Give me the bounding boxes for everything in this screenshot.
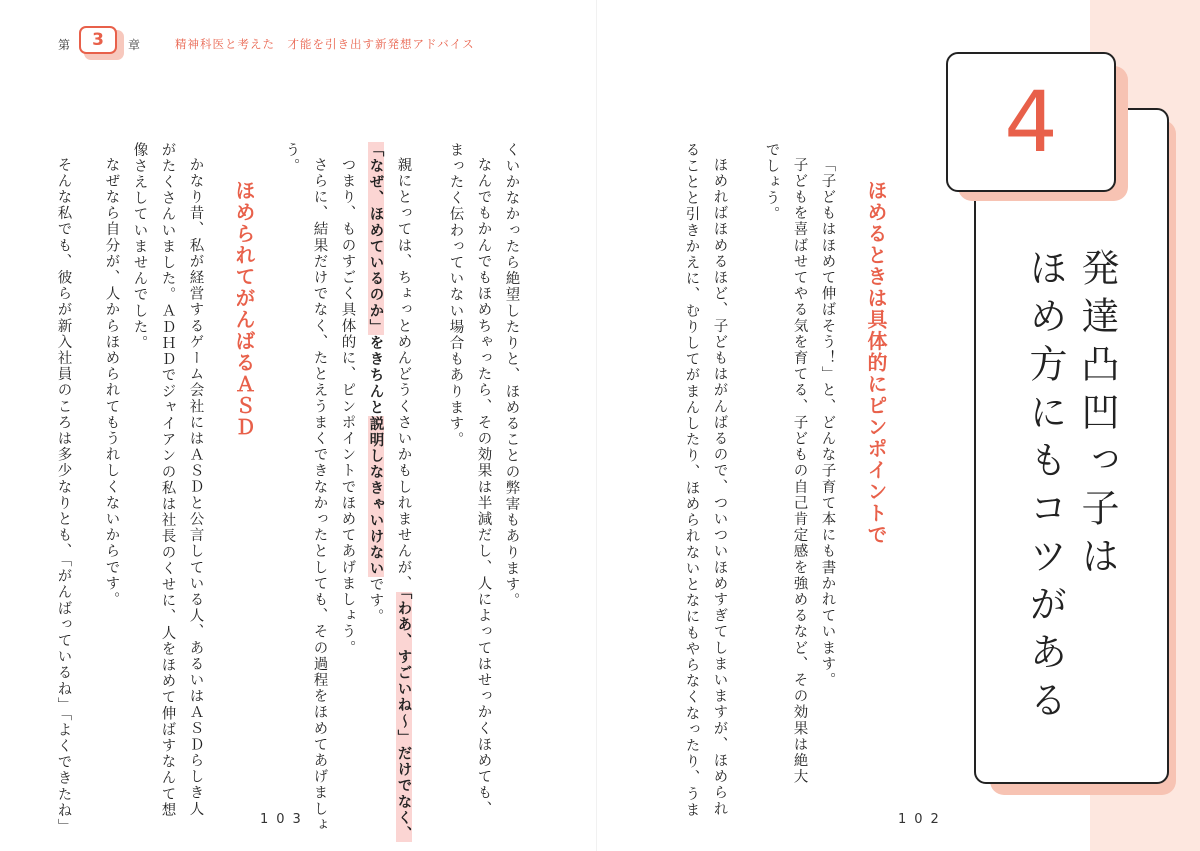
right-page-heading: ほめるときは具体的にピンポイントで bbox=[864, 180, 888, 546]
left-line-12: なぜなら自分が、人からほめられてもうれしくないからです。 bbox=[103, 157, 120, 608]
left-page-heading: ほめられてがんばるＡＳＤ bbox=[232, 180, 256, 438]
right-line-4: ほめればほめるほど、子どもはがんばるので、ついついほめすぎてしまいますが、ほめられ bbox=[711, 157, 728, 818]
left-line-3: まったく伝わっていない場合もあります。 bbox=[447, 142, 464, 448]
page-gutter bbox=[596, 0, 597, 851]
right-line-5: ることと引きかえに、むりしてがまんしたり、ほめられないとなにもやらなくなったり、うま bbox=[683, 142, 700, 819]
left-line-1: くいかなかったら絶望したりと、ほめることの弊害もあります。 bbox=[503, 142, 520, 609]
section-title-line-2: ほめ方にもコツがある bbox=[1023, 248, 1067, 728]
left-line-7: さらに、結果だけでなく、たとえうまくできなかったとしても、その過程をほめてあげましょ bbox=[311, 157, 328, 834]
section-title-line-1: 発達凸凹っ子は bbox=[1075, 248, 1119, 584]
left-line-2: なんでもかんでもほめちゃったら、その効果は半減だし、人によってはせっかくほめても、 bbox=[475, 157, 492, 818]
left-line-5-end: です。 bbox=[367, 576, 384, 626]
right-line-2: 子どもを喜ばせてやる気を育てる、子どもの自己肯定感を強めるなど、その効果は絶大 bbox=[791, 157, 808, 785]
left-line-13: そんな私でも、彼らが新入社員のころは多少なりとも、「がんばっているね」「よくできたね」 bbox=[55, 157, 72, 835]
running-header-title: 精神科医と考えた 才能を引き出す新発想アドバイス bbox=[175, 37, 475, 51]
chapter-number: 3 bbox=[92, 30, 104, 50]
section-number-badge bbox=[946, 52, 1116, 192]
left-line-8: う。 bbox=[283, 142, 300, 175]
highlight-wow-phrase: 「わあ、すごいね〜」だけでなく、 bbox=[395, 591, 412, 843]
right-line-1: 「子どもはほめて伸ばそう！」と、どんな子育て本にも書かれています。 bbox=[819, 157, 836, 689]
section-number: 4 bbox=[1004, 73, 1058, 171]
left-line-5-mid: をきちんと bbox=[367, 335, 384, 416]
highlight-must-explain: 説明しなきゃいけない bbox=[367, 415, 384, 577]
page-number-102: 102 bbox=[898, 812, 947, 827]
left-line-10: がたくさんいました。ＡＤＨＤでジャイアンの私は社長のくせに、人をほめて伸ばすなんて想 bbox=[159, 142, 176, 819]
left-line-11: 像さえしていませんでした。 bbox=[131, 142, 148, 352]
chapter-suffix: 章 bbox=[128, 38, 141, 52]
right-line-3: でしょう。 bbox=[763, 142, 780, 223]
page-number-103: 103 bbox=[260, 812, 309, 827]
left-line-6: つまり、ものすごく具体的に、ピンポイントでほめてあげましょう。 bbox=[339, 157, 356, 657]
chapter-prefix: 第 bbox=[58, 38, 71, 52]
left-line-4 bbox=[396, 157, 411, 842]
section-title-panel bbox=[974, 108, 1169, 784]
chapter-number-badge bbox=[79, 26, 117, 54]
highlight-why-praise: 「なぜ、ほめているのか」 bbox=[367, 142, 384, 336]
left-line-9: かなり昔、私が経営するゲーム会社にはＡＳＤと公言している人、あるいはＡＳＤらしき人 bbox=[187, 157, 204, 818]
left-line-5 bbox=[368, 142, 383, 625]
left-line-4-text: 親にとっては、ちょっとめんどうくさいかもしれませんが、 bbox=[395, 157, 412, 592]
